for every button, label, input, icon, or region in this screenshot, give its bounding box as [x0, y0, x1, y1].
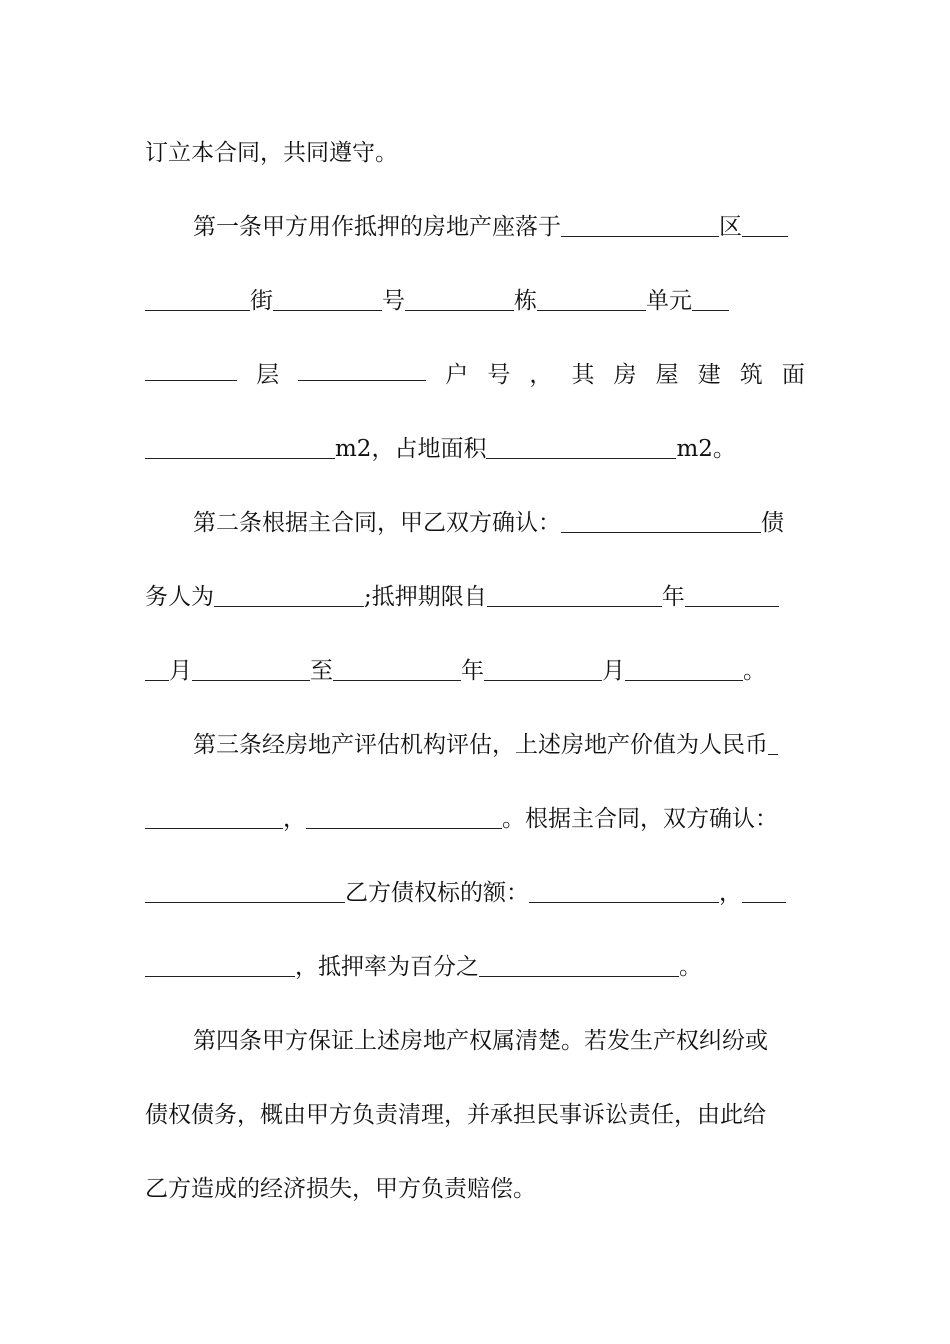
label-number: 号: [382, 288, 405, 314]
blank-start-month: [685, 584, 779, 607]
article-1-line-4: [145, 432, 805, 466]
article-3-line-1: [193, 728, 805, 762]
label-month-1: 月: [169, 658, 192, 684]
article-2-line-3: [145, 654, 805, 688]
paragraph-closing-line: [145, 136, 805, 170]
blank-end-month: [484, 658, 602, 681]
article-3-intro: 第三条经房地产评估机构评估，上述房地产价值为人民币: [193, 732, 768, 758]
blank-claim-amount-2: [742, 880, 786, 903]
label-rate: ，抵押率为百分之: [295, 954, 479, 980]
article-4-line-1: [193, 1024, 805, 1058]
article-4-text-3: 乙方造成的经济损失，甲方负责赔偿。: [145, 1176, 536, 1202]
blank-number: [405, 288, 514, 311]
blank-start-month-cont: [145, 658, 169, 681]
blank-room: [298, 358, 426, 381]
blank-building: [537, 288, 646, 311]
label-year-1: 年: [661, 584, 685, 610]
blank-unit: [692, 288, 729, 311]
blank-land-area: [486, 436, 676, 459]
label-jian: 建: [697, 362, 721, 388]
article-1-line-3: [145, 358, 805, 392]
label-qi: 其: [571, 362, 595, 388]
blank-end-day: [625, 658, 743, 681]
label-fang: 房: [613, 362, 637, 388]
label-m2-end: m2。: [676, 436, 736, 462]
label-unit: 单元: [646, 288, 692, 314]
label-comma-1: ，: [283, 806, 306, 832]
blank-start-day: [192, 658, 310, 681]
blank-value-start: [768, 732, 778, 755]
label-district: 区: [719, 214, 742, 240]
label-rate-end: 。: [679, 954, 702, 980]
label-floor: 层: [256, 362, 280, 388]
label-zhai: 债: [761, 510, 784, 536]
blank-end-year: [333, 658, 461, 681]
article-2-line-1: [193, 506, 805, 540]
blank-floor: [145, 358, 237, 381]
blank-building-area: [145, 436, 335, 459]
label-debtor: 务人为: [145, 584, 214, 610]
label-mian: 面: [781, 362, 805, 388]
article-2-intro: 第二条根据主合同，甲乙双方确认：: [193, 510, 561, 536]
blank-start-year: [487, 584, 662, 607]
article-1-line-2: [145, 284, 805, 318]
label-street: 街: [250, 288, 273, 314]
article-3-line-3: [145, 876, 805, 910]
label-claim: 乙方债权标的额：: [345, 880, 529, 906]
article-1-line-1: [193, 210, 805, 244]
blank-value-amount: [145, 806, 283, 829]
blank-confirm-content: [145, 880, 345, 903]
label-confirm: 。根据主合同，双方确认：: [502, 806, 778, 832]
article-4-line-3: [145, 1172, 805, 1206]
blank-value-amount-2: [306, 806, 502, 829]
article-4-line-2: [145, 1098, 805, 1132]
article-3-line-4: [145, 950, 805, 984]
label-month-2: 月: [602, 658, 625, 684]
article-4-text-1: 第四条甲方保证上述房地产权属清楚。若发生产权纠纷或: [193, 1028, 768, 1054]
label-room: 户: [445, 362, 469, 388]
label-building: 栋: [514, 288, 537, 314]
label-period: ;抵押期限自: [364, 584, 487, 610]
blank-district-cont: [145, 288, 250, 311]
blank-rate: [479, 954, 679, 977]
blank-claim-amount-cont: [145, 954, 295, 977]
label-to: 至: [310, 658, 333, 684]
article-4-text-2: 债权债务，概由甲方负责清理，并承担民事诉讼责任，由此给: [145, 1102, 766, 1128]
label-year-2: 年: [461, 658, 484, 684]
blank-location: [561, 214, 719, 237]
blank-district: [742, 214, 788, 237]
label-wu: 屋: [655, 362, 679, 388]
blank-street: [273, 288, 382, 311]
label-m2-area: m2，占地面积: [335, 436, 487, 462]
label-hao: 号: [487, 362, 511, 388]
blank-debtor: [214, 584, 364, 607]
label-zhu: 筑: [739, 362, 763, 388]
article-1-intro: 第一条甲方用作抵押的房地产座落于: [193, 214, 561, 240]
blank-confirm: [561, 510, 761, 533]
label-period-end: 。: [743, 658, 766, 684]
closing-text: 订立本合同，共同遵守。: [145, 140, 398, 166]
label-comma-2: ，: [719, 880, 742, 906]
article-3-line-2: [145, 802, 805, 836]
label-comma: ，: [529, 362, 553, 388]
blank-claim-amount: [529, 880, 719, 903]
article-2-line-2: [145, 580, 805, 614]
